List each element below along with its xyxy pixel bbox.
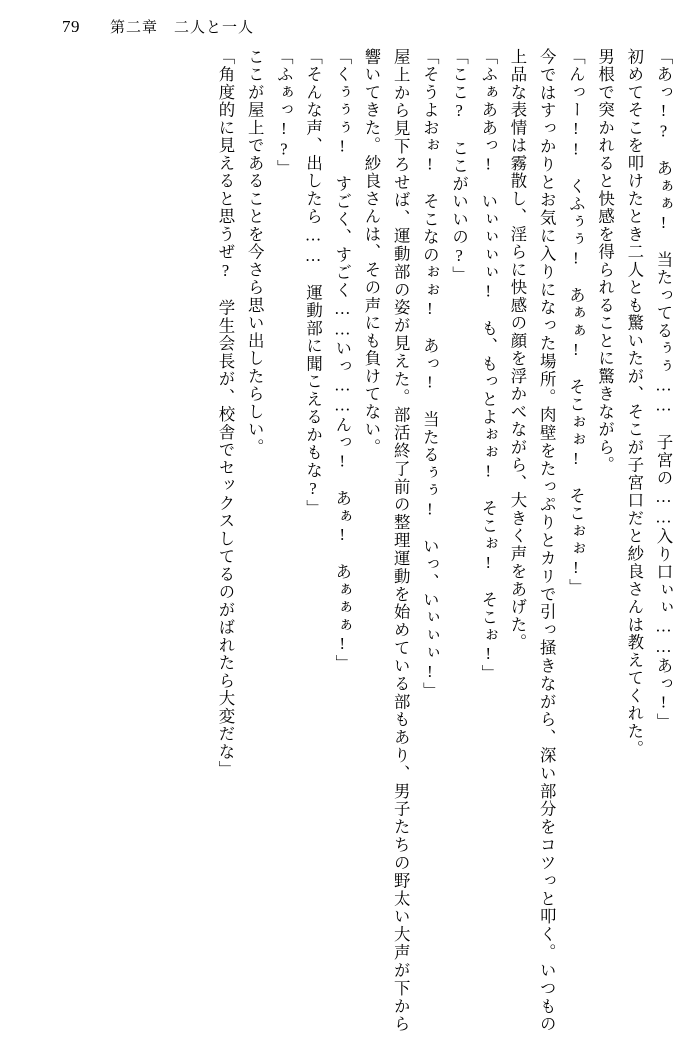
running-title: 第二章 二人と一人 (110, 20, 255, 36)
vertical-text-block: 「あっ!? あぁぁ! 当たってるぅぅ…… 子宮の……入り口ぃぃ……あっ!」 初めてそこを叩けたとき二人とも驚いたが、そこが子宮口だと紗良さんは教えてくれた。 男根で突かれると快感を得られることに驚きながら。 「んっー!! くふぅぅ! あぁぁ! そこぉぉ! そこぉぉ!」 今ではすっかりとお気に入りになった場所。肉壁をたっぷりとカリで引っ掻きながら、深い部分をコツっと叩く。いつもの上品な表情は霧散し、淫らに快感の顔を浮かべながら、大きく声をあげた。 「ふぁああっ! いぃぃぃぃ! も、もっとよぉぉ! そこぉ! そこぉ!」 「ここ? ここがいいの?」 「そうよおぉ! そこなのぉぉ! あっ! 当たるぅぅ! いっ、いぃぃぃ!」 屋上から見下ろせば、運動部の姿が見えた。部活終了前の整理運動を始めている部もあり、男子たちの野太い大声が下から響いてきた。紗良さんは、その声にも負けてない。 「くぅぅぅ! すごく、すごく……いっ……んっ! あぁ! あぁぁぁ!」 「そんな声、出したら…… 運動部に聞こえるかもな?」 「ふぁっ!?」 ここが屋上であることを今さら思い出したらしい。 「角度的に見えると思うぜ? 学生会長が、校舎でセックスしてるのがばれたら大変だな」 (215, 48, 673, 1033)
page-header (0, 16, 700, 46)
page-number: 79 (62, 17, 80, 36)
page-body (22, 48, 678, 1038)
